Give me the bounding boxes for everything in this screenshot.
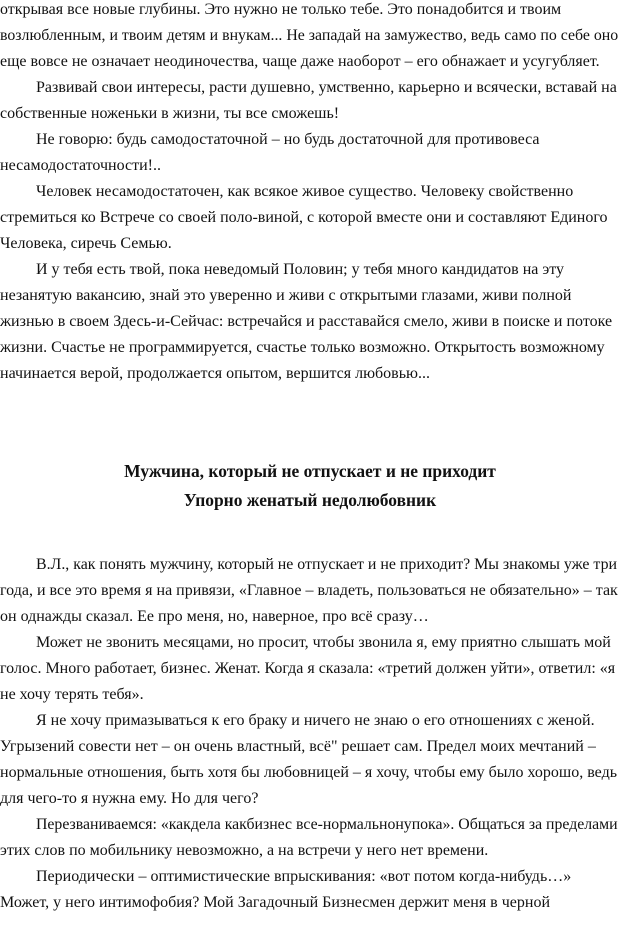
text-line: он однажды сказал. Ее про меня, но, наверное, про всё сразу… bbox=[0, 608, 429, 625]
text-line: возлюбленным, и твоим детям и внукам... Не западай на замужество, ведь само по себе оно bbox=[0, 27, 619, 44]
text-line: еще вовсе не означает неодиночества, чаще даже наоборот – его обнажает и усугубляет. bbox=[0, 53, 600, 70]
text-line: жизни. Счастье не программируется, счастье только возможно. Открытость возможному bbox=[0, 339, 605, 356]
text-line: Человек несамодостаточен, как всякое живое существо. Человеку свойственно bbox=[36, 183, 574, 200]
text-line: Не говорю: будь самодостаточной – но будь достаточной для противовеса bbox=[36, 131, 540, 148]
text-line: открывая все новые глубины. Это нужно не только тебе. Это понадобится и твоим bbox=[0, 1, 562, 18]
text-line: Развивай свои интересы, расти душевно, умственно, карьерно и всячески, вставай на bbox=[36, 79, 617, 96]
text-line: И у тебя есть твой, пока неведомый Половин; у тебя много кандидатов на эту bbox=[36, 261, 564, 278]
text-line: собственные ноженьки в жизни, ты все сможешь! bbox=[0, 105, 340, 122]
text-line: этих слов по мобильнику невозможно, а на встречи у него нет времени. bbox=[0, 842, 489, 859]
text-line: Угрызений совести нет – он очень властный, всё" решает сам. Предел моих мечтаний – bbox=[0, 738, 596, 755]
text-line: В.Л., как понять мужчину, который не отпускает и не приходит? Мы знакомы уже три bbox=[36, 556, 617, 573]
text-line: для чего-то я нужна ему. Но для чего? bbox=[0, 790, 259, 807]
text-line: Человека, сиречь Семью. bbox=[0, 235, 172, 252]
text-line: Может, у него интимофобия? Мой Загадочный Бизнесмен держит меня в черной bbox=[0, 894, 550, 911]
text-line: голос. Много работает, бизнес. Женат. Когда я сказала: «третий должен уйти», ответил: «я bbox=[0, 660, 616, 677]
text-line: года, и все это время я на привязи, «Главное – владеть, пользоваться не обязательно» – так bbox=[0, 582, 618, 599]
text-line: Периодически – оптимистические впрыскивания: «вот потом когда-нибудь…» bbox=[36, 868, 572, 885]
section-subheading: Упорно женатый недолюбовник bbox=[183, 490, 437, 510]
text-line: нормальные отношения, быть хотя бы любовницей – я хочу, чтобы ему было хорошо, ведь bbox=[0, 764, 617, 781]
text-line: Может не звонить месяцами, но просит, чтобы звонила я, ему приятно слышать мой bbox=[36, 634, 611, 651]
section-heading: Мужчина, который не отпускает и не приходит bbox=[124, 461, 496, 481]
text-line: стремиться ко Встрече со своей поло-виной, с которой вместе они и составляют Единого bbox=[0, 209, 608, 226]
text-line: несамодостаточности!.. bbox=[0, 157, 161, 174]
text-line: начинается верой, продолжается опытом, вершится любовью... bbox=[0, 365, 430, 382]
text-line: Перезваниваемся: «какдела какбизнес все-нормальнонупока». Общаться за пределами bbox=[36, 816, 618, 833]
text-line: жизнью в своем Здесь-и-Сейчас: встречайся и расставайся смело, живи в поиске и потоке bbox=[0, 313, 613, 330]
text-line: не хочу терять тебя». bbox=[0, 686, 144, 703]
text-line: незанятую вакансию, знай это уверенно и живи с открытыми глазами, живи полной bbox=[0, 287, 572, 304]
text-line: Я не хочу примазываться к его браку и ничего не знаю о его отношениях с женой. bbox=[36, 712, 595, 729]
